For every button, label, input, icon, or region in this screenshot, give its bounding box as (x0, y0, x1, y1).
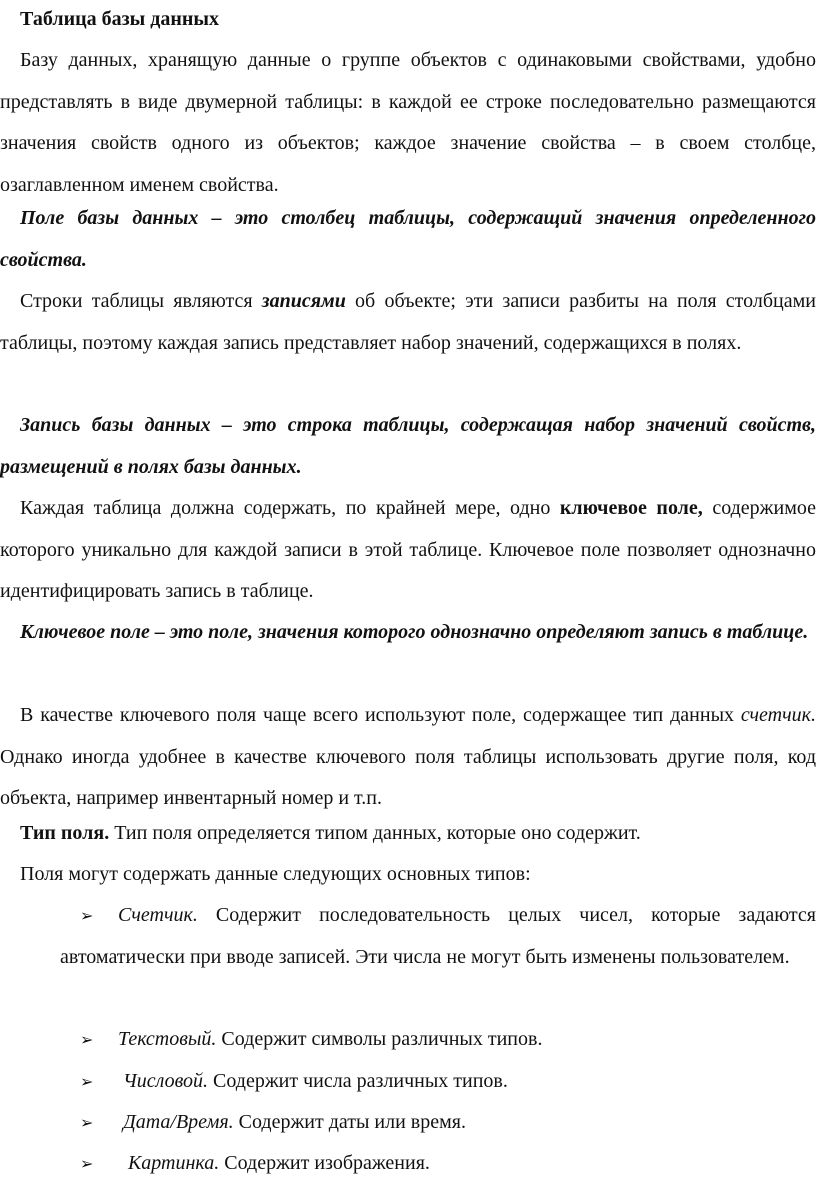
paragraph-records (0, 281, 816, 364)
paragraph-field-type (0, 813, 816, 855)
paragraph-types-intro: Поля могут содержать данные следующих основных типов: (20, 863, 531, 885)
term-key-field: ключевое поле, (559, 497, 703, 519)
text: Каждая таблица должна содержать, по крайней мере, одно (20, 497, 560, 519)
list-item (60, 1102, 816, 1144)
term-field-type: Тип поля. (20, 822, 110, 844)
paragraph-intro: Базу данных, хранящую данные о группе объектов с одинаковыми свойствами, удобно представлять в виде двумерной таблицы: в каждой ее строке последовательно размещаются значения свойств одного из объектов; каждое значение свойства – в своем столбце, озаглавленном именем свойства. (0, 49, 816, 196)
definition-record: Запись базы данных – это строка таблицы, содержащая набор значений свойств, размещений в полях базы данных. (0, 414, 816, 478)
bullet-arrow-icon: ➢ (80, 1154, 94, 1173)
type-desc: Содержит числа различных типов. (208, 1070, 508, 1092)
bullet-arrow-icon: ➢ (80, 1030, 94, 1049)
type-name: Картинка. (128, 1152, 220, 1174)
text: Однако иногда удобнее в качестве ключевого поля таблицы использовать другие поля, код объекта, например инвентарный номер и т.п. (0, 745, 816, 809)
bullet-arrow-icon: ➢ (80, 1113, 94, 1132)
type-desc: Содержит даты или время. (233, 1111, 466, 1133)
term-records: записями (261, 290, 346, 312)
list-item (60, 895, 816, 978)
type-desc: Содержит изображения. (219, 1152, 430, 1174)
type-name: Текстовый. (118, 1028, 217, 1050)
text: В качестве ключевого поля чаще всего используют поле, содержащее тип данных (20, 704, 741, 726)
type-name: Счетчик. (118, 904, 198, 926)
type-name: Числовой. (123, 1070, 209, 1092)
type-desc: Содержит символы различных типов. (216, 1028, 543, 1050)
definition-key: Ключевое поле – это поле, значения которого однозначно определяют запись в таблице. (20, 621, 809, 643)
list-item (60, 1061, 816, 1103)
paragraph-key (0, 488, 816, 613)
term-counter: счетчик. (740, 704, 816, 726)
bullet-arrow-icon: ➢ (80, 906, 94, 925)
section-title: Таблица базы данных (20, 8, 220, 30)
list-item (60, 1143, 816, 1185)
type-name: Дата/Время. (123, 1111, 234, 1133)
paragraph-counter (0, 695, 816, 820)
list-item (60, 1019, 816, 1061)
text: Строки таблицы являются (20, 290, 262, 312)
bullet-arrow-icon: ➢ (80, 1072, 94, 1091)
definition-field: Поле базы данных – это столбец таблицы, содержащий значения определенного свойства. (0, 207, 816, 271)
text: об объекте; эти записи разбиты на поля столбцами таблицы, поэтому каждая запись представляет набор значений, содержащихся в полях. (0, 290, 816, 354)
text: содержимое которого уникально для каждой записи в этой таблице. Ключевое поле позволяет однозначно идентифицировать запись в таблице. (0, 497, 816, 602)
type-desc: Содержит последовательность целых чисел, которые задаются автоматически при вводе записей. Эти числа не могут быть изменены пользователем. (60, 904, 816, 968)
text: Тип поля определяется типом данных, которые оно содержит. (109, 822, 641, 844)
